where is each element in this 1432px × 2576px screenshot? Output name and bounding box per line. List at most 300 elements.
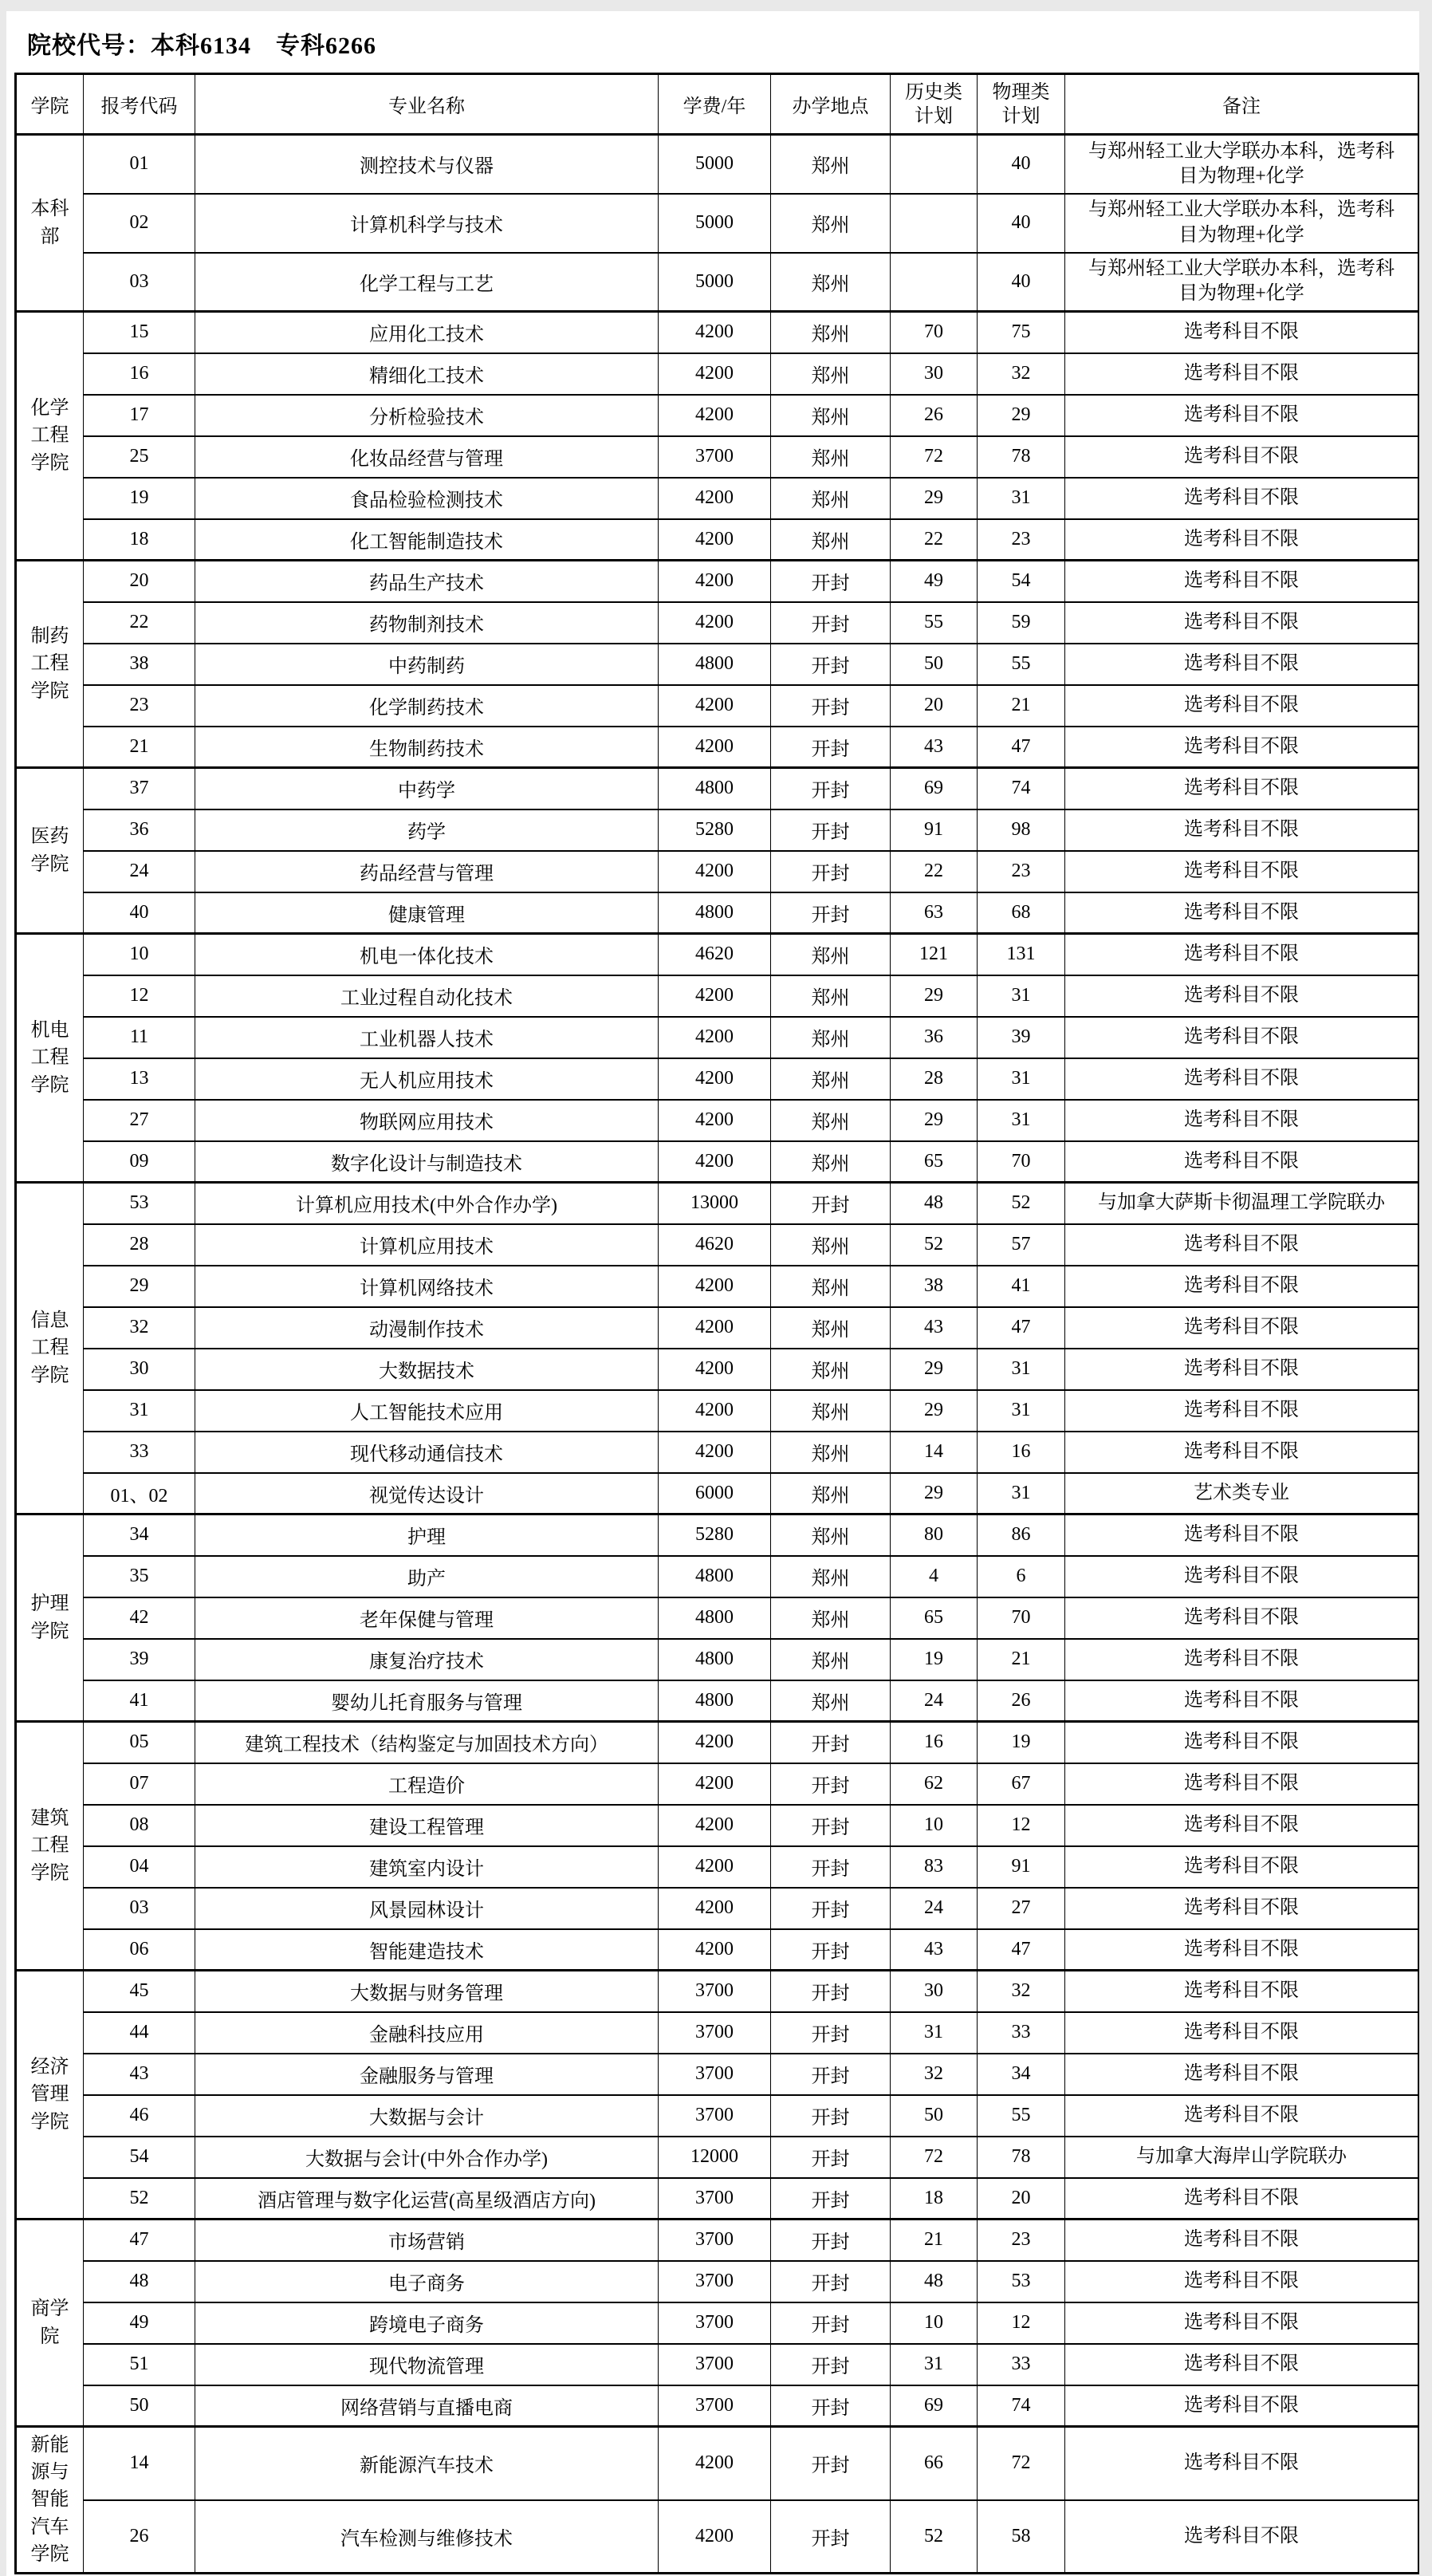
tuition-cell: 4200 (659, 1722, 771, 1763)
physics-plan-cell: 39 (978, 1017, 1065, 1058)
code-cell: 36 (84, 809, 195, 851)
tuition-cell: 3700 (659, 2095, 771, 2137)
physics-plan-cell: 21 (978, 1639, 1065, 1680)
remark-cell: 选考科目不限 (1065, 2261, 1419, 2302)
tuition-cell: 4200 (659, 1100, 771, 1141)
tuition-cell: 13000 (659, 1183, 771, 1224)
remark-cell: 选考科目不限 (1065, 2427, 1419, 2500)
tuition-cell: 4200 (659, 395, 771, 436)
physics-plan-cell: 78 (978, 2137, 1065, 2178)
location-cell: 开封 (771, 2054, 891, 2095)
history-plan-cell: 72 (891, 2137, 978, 2178)
history-plan-cell (891, 194, 978, 253)
location-cell: 开封 (771, 1722, 891, 1763)
table-header (16, 74, 1419, 135)
tuition-cell: 4200 (659, 1432, 771, 1473)
major-cell: 应用化工技术 (195, 312, 659, 353)
major-cell: 中药制药 (195, 644, 659, 685)
code-cell: 14 (84, 2427, 195, 2500)
major-cell: 计算机应用技术 (195, 1224, 659, 1266)
major-cell: 无人机应用技术 (195, 1058, 659, 1100)
remark-cell: 选考科目不限 (1065, 1266, 1419, 1307)
location-cell: 郑州 (771, 1473, 891, 1514)
remark-cell: 选考科目不限 (1065, 2054, 1419, 2095)
tuition-cell: 4200 (659, 2427, 771, 2500)
history-plan-cell: 121 (891, 934, 978, 975)
college-cell (16, 1722, 84, 1971)
location-cell: 开封 (771, 2012, 891, 2054)
history-plan-cell: 69 (891, 768, 978, 809)
remark-cell: 选考科目不限 (1065, 1058, 1419, 1100)
remark-cell: 选考科目不限 (1065, 1639, 1419, 1680)
college-cell (16, 2427, 84, 2574)
physics-plan-cell: 52 (978, 1183, 1065, 1224)
history-plan-cell: 26 (891, 395, 978, 436)
location-cell: 郑州 (771, 1100, 891, 1141)
history-plan-cell (891, 135, 978, 194)
major-cell: 建筑工程技术（结构鉴定与加固技术方向） (195, 1722, 659, 1763)
code-cell: 38 (84, 644, 195, 685)
code-cell: 17 (84, 395, 195, 436)
table-row (16, 2054, 1419, 2095)
location-cell: 开封 (771, 1183, 891, 1224)
remark-cell: 选考科目不限 (1065, 1722, 1419, 1763)
remark-cell: 选考科目不限 (1065, 1514, 1419, 1556)
code-cell: 15 (84, 312, 195, 353)
remark-cell: 选考科目不限 (1065, 1763, 1419, 1805)
tuition-cell: 3700 (659, 2012, 771, 2054)
remark-cell: 选考科目不限 (1065, 1349, 1419, 1390)
major-cell: 大数据技术 (195, 1349, 659, 1390)
tuition-cell: 4800 (659, 768, 771, 809)
history-plan-cell: 10 (891, 2302, 978, 2344)
college-cell (16, 2220, 84, 2427)
physics-plan-cell: 31 (978, 1349, 1065, 1390)
college-label: 新能源与智能汽车学院 (30, 2435, 69, 2565)
history-plan-cell: 50 (891, 2095, 978, 2137)
table-row (16, 1556, 1419, 1597)
major-cell: 物联网应用技术 (195, 1100, 659, 1141)
tuition-cell: 4200 (659, 561, 771, 602)
tuition-cell: 3700 (659, 2302, 771, 2344)
code-cell: 29 (84, 1266, 195, 1307)
remark-cell: 与郑州轻工业大学联办本科，选考科目为物理+化学 (1065, 135, 1419, 194)
table-row (16, 2344, 1419, 2385)
tuition-cell: 5000 (659, 135, 771, 194)
code-cell: 39 (84, 1639, 195, 1680)
physics-plan-cell: 55 (978, 2095, 1065, 2137)
physics-plan-cell: 31 (978, 1473, 1065, 1514)
header-physics-plan: 物理类计划 (978, 74, 1065, 135)
physics-plan-cell: 29 (978, 395, 1065, 436)
remark-cell: 选考科目不限 (1065, 727, 1419, 768)
tuition-cell: 5280 (659, 809, 771, 851)
major-cell: 计算机应用技术(中外合作办学) (195, 1183, 659, 1224)
remark-cell: 选考科目不限 (1065, 602, 1419, 644)
history-plan-cell: 19 (891, 1639, 978, 1680)
remark-cell: 选考科目不限 (1065, 809, 1419, 851)
table-row (16, 644, 1419, 685)
major-cell: 化妆品经营与管理 (195, 436, 659, 478)
history-plan-cell: 83 (891, 1846, 978, 1888)
code-cell: 04 (84, 1846, 195, 1888)
history-plan-cell: 48 (891, 2261, 978, 2302)
major-cell: 健康管理 (195, 892, 659, 934)
tuition-cell: 4200 (659, 1266, 771, 1307)
major-cell: 市场营销 (195, 2220, 659, 2261)
header-tuition: 学费/年 (659, 74, 771, 135)
history-plan-cell: 36 (891, 1017, 978, 1058)
code-cell: 01、02 (84, 1473, 195, 1514)
physics-plan-cell: 31 (978, 478, 1065, 519)
physics-plan-cell: 91 (978, 1846, 1065, 1888)
major-cell: 大数据与会计(中外合作办学) (195, 2137, 659, 2178)
remark-cell: 选考科目不限 (1065, 975, 1419, 1017)
college-label: 机电工程学院 (30, 1020, 69, 1096)
history-plan-cell: 52 (891, 1224, 978, 1266)
physics-plan-cell: 20 (978, 2178, 1065, 2220)
tuition-cell: 3700 (659, 2344, 771, 2385)
remark-cell: 选考科目不限 (1065, 2012, 1419, 2054)
location-cell: 开封 (771, 809, 891, 851)
tuition-cell: 4200 (659, 1307, 771, 1349)
major-cell: 智能建造技术 (195, 1929, 659, 1971)
remark-cell: 选考科目不限 (1065, 685, 1419, 727)
table-row (16, 2500, 1419, 2574)
code-cell: 16 (84, 353, 195, 395)
code-cell: 01 (84, 135, 195, 194)
physics-plan-cell: 23 (978, 519, 1065, 561)
college-label: 护理学院 (30, 1593, 69, 1642)
code-cell: 08 (84, 1805, 195, 1846)
code-cell: 48 (84, 2261, 195, 2302)
location-cell: 郑州 (771, 934, 891, 975)
physics-plan-cell: 68 (978, 892, 1065, 934)
history-plan-cell (891, 253, 978, 312)
location-cell: 开封 (771, 2302, 891, 2344)
history-plan-cell: 24 (891, 1888, 978, 1929)
code-cell: 02 (84, 194, 195, 253)
code-cell: 19 (84, 478, 195, 519)
major-cell: 动漫制作技术 (195, 1307, 659, 1349)
code-cell: 37 (84, 768, 195, 809)
location-cell: 开封 (771, 1888, 891, 1929)
tuition-cell: 4200 (659, 478, 771, 519)
history-plan-cell: 65 (891, 1141, 978, 1183)
table-row (16, 135, 1419, 194)
code-cell: 43 (84, 2054, 195, 2095)
location-cell: 郑州 (771, 1680, 891, 1722)
history-plan-cell: 29 (891, 1100, 978, 1141)
history-plan-cell: 55 (891, 602, 978, 644)
location-cell: 开封 (771, 851, 891, 892)
history-plan-cell: 22 (891, 851, 978, 892)
college-label: 经济管理学院 (30, 2057, 69, 2133)
remark-cell: 与加拿大海岸山学院联办 (1065, 2137, 1419, 2178)
history-plan-cell: 38 (891, 1266, 978, 1307)
code-cell: 49 (84, 2302, 195, 2344)
location-cell: 郑州 (771, 1556, 891, 1597)
major-cell: 新能源汽车技术 (195, 2427, 659, 2500)
table-row (16, 1597, 1419, 1639)
code-cell: 53 (84, 1183, 195, 1224)
college-label: 制药工程学院 (30, 626, 69, 702)
major-cell: 金融服务与管理 (195, 2054, 659, 2095)
physics-plan-cell: 70 (978, 1141, 1065, 1183)
tuition-cell: 4620 (659, 1224, 771, 1266)
code-cell: 25 (84, 436, 195, 478)
major-cell: 测控技术与仪器 (195, 135, 659, 194)
college-cell (16, 135, 84, 312)
physics-plan-cell: 33 (978, 2012, 1065, 2054)
location-cell: 郑州 (771, 1141, 891, 1183)
physics-plan-cell: 27 (978, 1888, 1065, 1929)
table-row (16, 768, 1419, 809)
history-plan-cell: 29 (891, 1473, 978, 1514)
major-cell: 人工智能技术应用 (195, 1390, 659, 1432)
code-cell: 03 (84, 1888, 195, 1929)
history-plan-cell: 48 (891, 1183, 978, 1224)
location-cell: 开封 (771, 1929, 891, 1971)
major-cell: 工程造价 (195, 1763, 659, 1805)
remark-cell: 选考科目不限 (1065, 768, 1419, 809)
table-row (16, 2427, 1419, 2500)
physics-plan-cell: 59 (978, 602, 1065, 644)
code-cell: 11 (84, 1017, 195, 1058)
table-row (16, 1183, 1419, 1224)
major-cell: 大数据与财务管理 (195, 1971, 659, 2012)
table-row (16, 353, 1419, 395)
physics-plan-cell: 32 (978, 1971, 1065, 2012)
physics-plan-cell: 31 (978, 1100, 1065, 1141)
major-cell: 药物制剂技术 (195, 602, 659, 644)
physics-plan-cell: 98 (978, 809, 1065, 851)
remark-cell: 选考科目不限 (1065, 1390, 1419, 1432)
major-cell: 药品生产技术 (195, 561, 659, 602)
college-label: 医药学院 (30, 826, 69, 875)
history-plan-cell: 43 (891, 1929, 978, 1971)
college-label: 信息工程学院 (30, 1310, 69, 1386)
physics-plan-cell: 33 (978, 2344, 1065, 2385)
table-row (16, 1017, 1419, 1058)
table-row (16, 312, 1419, 353)
remark-cell: 选考科目不限 (1065, 1805, 1419, 1846)
location-cell: 郑州 (771, 1349, 891, 1390)
tuition-cell: 4200 (659, 312, 771, 353)
college-label: 商学院 (30, 2298, 69, 2347)
code-cell: 10 (84, 934, 195, 975)
code-cell: 33 (84, 1432, 195, 1473)
history-plan-cell: 70 (891, 312, 978, 353)
major-cell: 康复治疗技术 (195, 1639, 659, 1680)
location-cell: 开封 (771, 2137, 891, 2178)
table-row (16, 1929, 1419, 1971)
page-title: 院校代号：本科6134 专科6266 (27, 33, 376, 59)
physics-plan-cell: 41 (978, 1266, 1065, 1307)
table-row (16, 2261, 1419, 2302)
major-cell: 计算机网络技术 (195, 1266, 659, 1307)
table-row (16, 436, 1419, 478)
header-history-plan: 历史类计划 (891, 74, 978, 135)
code-cell: 18 (84, 519, 195, 561)
table-row (16, 851, 1419, 892)
table-row (16, 2385, 1419, 2427)
physics-plan-cell: 23 (978, 851, 1065, 892)
remark-cell: 选考科目不限 (1065, 1888, 1419, 1929)
remark-cell: 选考科目不限 (1065, 353, 1419, 395)
remark-cell: 选考科目不限 (1065, 312, 1419, 353)
college-cell (16, 1514, 84, 1722)
code-cell: 23 (84, 685, 195, 727)
history-plan-cell: 50 (891, 644, 978, 685)
major-cell: 电子商务 (195, 2261, 659, 2302)
table-row (16, 975, 1419, 1017)
major-cell: 建筑室内设计 (195, 1846, 659, 1888)
location-cell: 开封 (771, 1971, 891, 2012)
code-cell: 32 (84, 1307, 195, 1349)
tuition-cell: 3700 (659, 2385, 771, 2427)
table-row (16, 685, 1419, 727)
major-cell: 机电一体化技术 (195, 934, 659, 975)
code-cell: 35 (84, 1556, 195, 1597)
physics-plan-cell: 47 (978, 1307, 1065, 1349)
history-plan-cell: 29 (891, 975, 978, 1017)
physics-plan-cell: 74 (978, 768, 1065, 809)
remark-cell: 选考科目不限 (1065, 436, 1419, 478)
tuition-cell: 4200 (659, 1929, 771, 1971)
table-row (16, 2137, 1419, 2178)
physics-plan-cell: 78 (978, 436, 1065, 478)
table-row (16, 1058, 1419, 1100)
history-plan-cell: 16 (891, 1722, 978, 1763)
major-cell: 分析检验技术 (195, 395, 659, 436)
location-cell: 开封 (771, 602, 891, 644)
location-cell: 郑州 (771, 312, 891, 353)
history-plan-cell: 14 (891, 1432, 978, 1473)
physics-plan-cell: 12 (978, 1805, 1065, 1846)
location-cell: 郑州 (771, 975, 891, 1017)
location-cell: 开封 (771, 2261, 891, 2302)
table-row (16, 1390, 1419, 1432)
major-cell: 化学工程与工艺 (195, 253, 659, 312)
major-cell: 工业机器人技术 (195, 1017, 659, 1058)
physics-plan-cell: 12 (978, 2302, 1065, 2344)
tuition-cell: 3700 (659, 2220, 771, 2261)
major-cell: 数字化设计与制造技术 (195, 1141, 659, 1183)
tuition-cell: 4200 (659, 353, 771, 395)
physics-plan-cell: 47 (978, 1929, 1065, 1971)
college-cell (16, 312, 84, 561)
remark-cell: 选考科目不限 (1065, 395, 1419, 436)
tuition-cell: 4200 (659, 519, 771, 561)
table-row (16, 253, 1419, 312)
remark-cell: 选考科目不限 (1065, 934, 1419, 975)
location-cell: 开封 (771, 768, 891, 809)
physics-plan-cell: 34 (978, 2054, 1065, 2095)
location-cell: 郑州 (771, 253, 891, 312)
location-cell: 开封 (771, 727, 891, 768)
tuition-cell: 3700 (659, 436, 771, 478)
tuition-cell: 4800 (659, 1556, 771, 1597)
tuition-cell: 4200 (659, 1017, 771, 1058)
code-cell: 31 (84, 1390, 195, 1432)
tuition-cell: 4800 (659, 1597, 771, 1639)
history-plan-cell: 65 (891, 1597, 978, 1639)
tuition-cell: 4200 (659, 1058, 771, 1100)
remark-cell: 选考科目不限 (1065, 1307, 1419, 1349)
major-cell: 现代物流管理 (195, 2344, 659, 2385)
history-plan-cell: 10 (891, 1805, 978, 1846)
table-row (16, 1349, 1419, 1390)
location-cell: 开封 (771, 644, 891, 685)
location-cell: 郑州 (771, 135, 891, 194)
remark-cell: 选考科目不限 (1065, 2385, 1419, 2427)
tuition-cell: 6000 (659, 1473, 771, 1514)
location-cell: 郑州 (771, 1266, 891, 1307)
history-plan-cell: 49 (891, 561, 978, 602)
history-plan-cell: 29 (891, 1390, 978, 1432)
location-cell: 郑州 (771, 1639, 891, 1680)
tuition-cell: 4620 (659, 934, 771, 975)
location-cell: 郑州 (771, 1224, 891, 1266)
code-cell: 13 (84, 1058, 195, 1100)
remark-cell: 选考科目不限 (1065, 644, 1419, 685)
location-cell: 郑州 (771, 1514, 891, 1556)
location-cell: 开封 (771, 1805, 891, 1846)
tuition-cell: 3700 (659, 1971, 771, 2012)
physics-plan-cell: 54 (978, 561, 1065, 602)
header-location: 办学地点 (771, 74, 891, 135)
remark-cell: 选考科目不限 (1065, 1680, 1419, 1722)
remark-cell: 选考科目不限 (1065, 892, 1419, 934)
major-cell: 化学制药技术 (195, 685, 659, 727)
physics-plan-cell: 31 (978, 1058, 1065, 1100)
remark-cell: 选考科目不限 (1065, 561, 1419, 602)
major-cell: 药品经营与管理 (195, 851, 659, 892)
college-label: 本科部 (30, 199, 69, 247)
tuition-cell: 5000 (659, 194, 771, 253)
code-cell: 42 (84, 1597, 195, 1639)
code-cell: 12 (84, 975, 195, 1017)
location-cell: 郑州 (771, 1058, 891, 1100)
tuition-cell: 4800 (659, 1680, 771, 1722)
tuition-cell: 4200 (659, 1390, 771, 1432)
college-cell (16, 934, 84, 1183)
college-label: 建筑工程学院 (30, 1808, 69, 1884)
remark-cell: 选考科目不限 (1065, 1224, 1419, 1266)
history-plan-cell: 22 (891, 519, 978, 561)
remark-cell: 选考科目不限 (1065, 519, 1419, 561)
remark-cell: 选考科目不限 (1065, 1971, 1419, 2012)
remark-cell: 与加拿大萨斯卡彻温理工学院联办 (1065, 1183, 1419, 1224)
code-cell: 05 (84, 1722, 195, 1763)
major-cell: 金融科技应用 (195, 2012, 659, 2054)
major-cell: 精细化工技术 (195, 353, 659, 395)
history-plan-cell: 63 (891, 892, 978, 934)
history-plan-cell: 31 (891, 2344, 978, 2385)
history-plan-cell: 30 (891, 1971, 978, 2012)
physics-plan-cell: 31 (978, 975, 1065, 1017)
code-cell: 44 (84, 2012, 195, 2054)
history-plan-cell: 43 (891, 727, 978, 768)
table-row (16, 1722, 1419, 1763)
location-cell: 郑州 (771, 395, 891, 436)
major-cell: 中药学 (195, 768, 659, 809)
table-row (16, 1307, 1419, 1349)
physics-plan-cell: 70 (978, 1597, 1065, 1639)
tuition-cell: 4200 (659, 2500, 771, 2574)
location-cell: 郑州 (771, 436, 891, 478)
